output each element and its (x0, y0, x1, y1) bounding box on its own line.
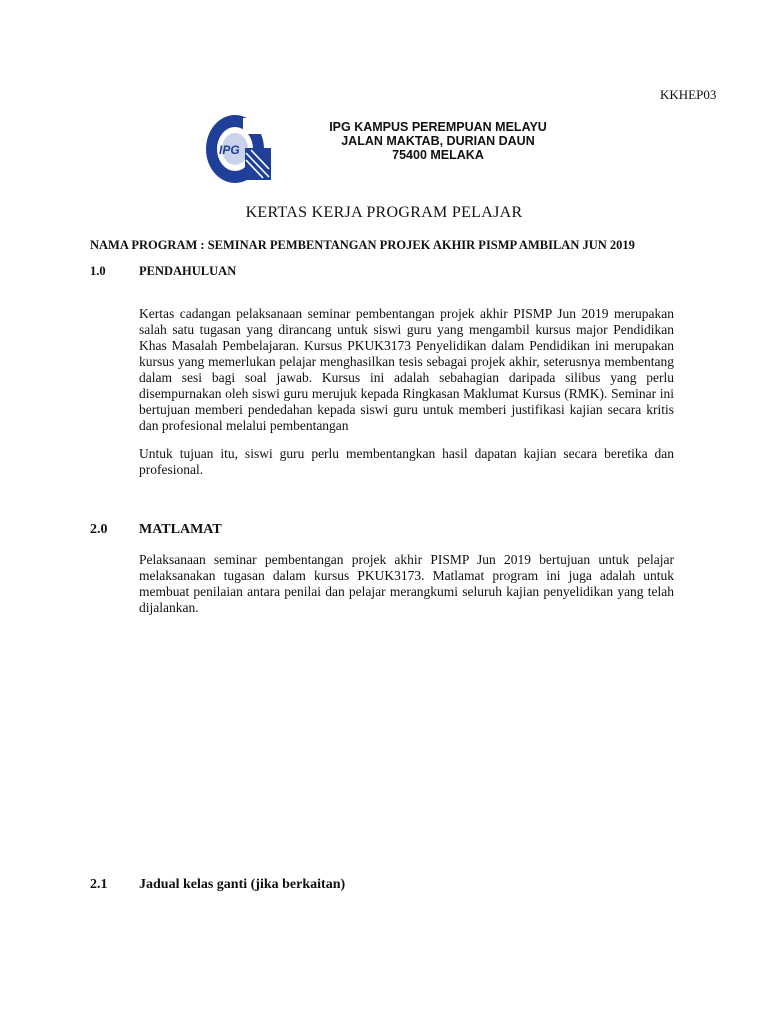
section-number-2-0: 2.0 (90, 522, 108, 537)
paragraph-pendahuluan-1: Kertas cadangan pelaksanaan seminar pembentangan projek akhir PISMP Jun 2019 merupakan salah satu tugasan yang dirancang untuk siswi guru yang mengambil kursus major Pendidikan Khas Masalah Pembelajaran. Kursus PKUK3173 Penyelidikan dalam Pendidikan ini merupakan kursus yang memerlukan pelajar menghasilkan tesis sebagai projek akhir, seterusnya membentang dalam sesi bagi soal jawab. Kursus ini adalah sebahagian daripada silibus yang perlu disempurnakan oleh siswi guru merujuk kepada Ringkasan Maklumat Kursus (RMK). Seminar ini bertujuan memberi pendedahan kepada siswi guru untuk memberi justifikasi kajian secara kritis dan profesional melalui pembentangan (139, 306, 674, 433)
section-number-1-0: 1.0 (90, 264, 106, 278)
institution-postcode: 75400 MELAKA (392, 148, 484, 162)
section-title-pendahuluan: PENDAHULUAN (139, 264, 237, 278)
institution-name: IPG KAMPUS PEREMPUAN MELAYU (329, 120, 547, 134)
logo-lettering: IPG (219, 143, 240, 157)
section-title-matlamat: MATLAMAT (139, 522, 222, 537)
program-name: NAMA PROGRAM : SEMINAR PEMBENTANGAN PROJEK AKHIR PISMP AMBILAN JUN 2019 (90, 238, 635, 252)
institution-address (300, 120, 576, 162)
document-code: KKHEP03 (660, 87, 717, 102)
section-number-2-1: 2.1 (90, 877, 108, 892)
institution-street: JALAN MAKTAB, DURIAN DAUN (341, 134, 535, 148)
paragraph-matlamat: Pelaksanaan seminar pembentangan projek akhir PISMP Jun 2019 bertujuan untuk pelajar melaksanakan tugasan dalam kursus PKUK3173. Matlamat program ini juga adalah untuk membuat penilaian antara penilai dan pelajar merangkumi seluruh kajian penyelidikan yang telah dijalankan. (139, 552, 674, 615)
paragraph-pendahuluan-2: Untuk tujuan itu, siswi guru perlu membentangkan hasil dapatan kajian secara beretika dan profesional. (139, 446, 674, 477)
ipg-logo (205, 112, 271, 186)
section-title-jadual-kelas-ganti: Jadual kelas ganti (jika berkaitan) (139, 877, 346, 892)
document-title: KERTAS KERJA PROGRAM PELAJAR (245, 204, 523, 221)
